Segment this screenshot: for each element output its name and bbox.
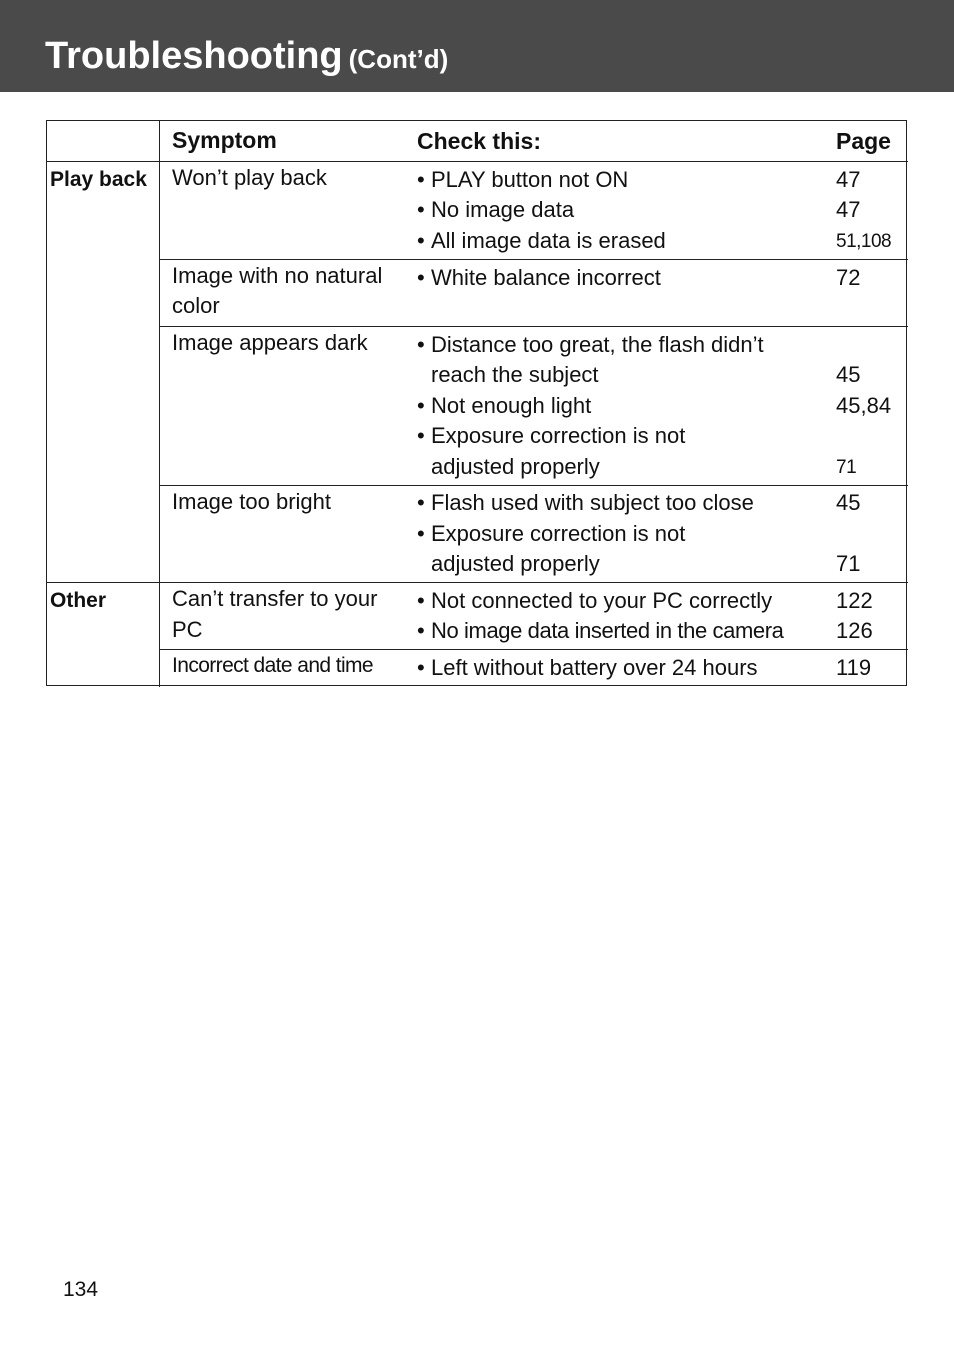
check-text: Left without battery over 24 hours [431,655,758,680]
check-bullet: • [417,618,425,643]
check-text: PLAY button not ON [431,167,629,192]
check-bullet: • [417,655,425,680]
row-divider [159,259,908,260]
column-header-symptom: Symptom [172,127,277,153]
column-divider [159,121,160,687]
check-text: No image data [431,197,575,222]
page-ref: 47 [836,167,861,192]
header-row-divider [47,161,908,162]
page-ref: 45 [836,490,861,515]
check-text: Exposure correction is not [431,521,686,546]
symptom-cell: Won’t play back [172,165,327,190]
check-bullet: • [417,332,425,357]
page-ref: 71 [836,551,861,576]
row-divider [159,326,908,327]
row-divider [159,485,908,486]
check-text: adjusted properly [431,454,600,479]
symptom-cell: color [172,293,220,318]
check-text: Not connected to your PC correctly [431,588,773,613]
symptom-cell: Incorrect date and time [172,654,373,677]
check-bullet: • [417,265,425,290]
check-bullet: • [417,490,425,515]
page-ref: 126 [836,618,873,643]
page-title [45,33,448,82]
page-header [0,0,954,92]
check-bullet: • [417,393,425,418]
category-label: Play back [50,168,147,191]
check-text: No image data inserted in the camera [431,618,784,643]
symptom-cell: PC [172,617,203,642]
page-ref: 119 [836,655,872,680]
check-bullet: • [417,167,425,192]
check-bullet: • [417,197,425,222]
check-text: Not enough light [431,393,592,418]
category-divider [47,582,908,583]
check-text: adjusted properly [431,551,600,576]
symptom-cell: Image appears dark [172,330,368,355]
check-text: Flash used with subject too close [431,490,754,515]
page-number: 134 [63,1278,99,1301]
symptom-cell: Image too bright [172,489,331,514]
page-ref: 45,84 [836,393,892,418]
page-ref: 51,108 [836,231,892,252]
symptom-cell: Can’t transfer to your [172,586,378,611]
title-main: Troubleshooting [45,35,343,77]
column-header-page: Page [836,128,891,154]
title-subtitle: (Cont’d) [348,44,449,74]
troubleshooting-table [46,120,907,686]
check-bullet: • [417,521,425,546]
page-ref: 47 [836,197,861,222]
check-bullet: • [417,423,425,448]
category-label: Other [50,589,107,612]
check-bullet: • [417,588,425,613]
page-ref: 122 [836,588,873,613]
check-text: White balance incorrect [431,265,661,290]
column-header-check: Check this: [417,128,541,154]
page-ref: 71 [836,457,857,478]
check-text: All image data is erased [431,228,666,253]
check-text: Distance too great, the flash didn’t [431,332,764,357]
check-text: reach the subject [431,362,599,387]
page-ref: 45 [836,362,861,387]
check-text: Exposure correction is not [431,423,686,448]
row-divider [159,649,908,650]
check-bullet: • [417,228,425,253]
symptom-cell: Image with no natural [172,263,383,288]
page-ref: 72 [836,265,861,290]
